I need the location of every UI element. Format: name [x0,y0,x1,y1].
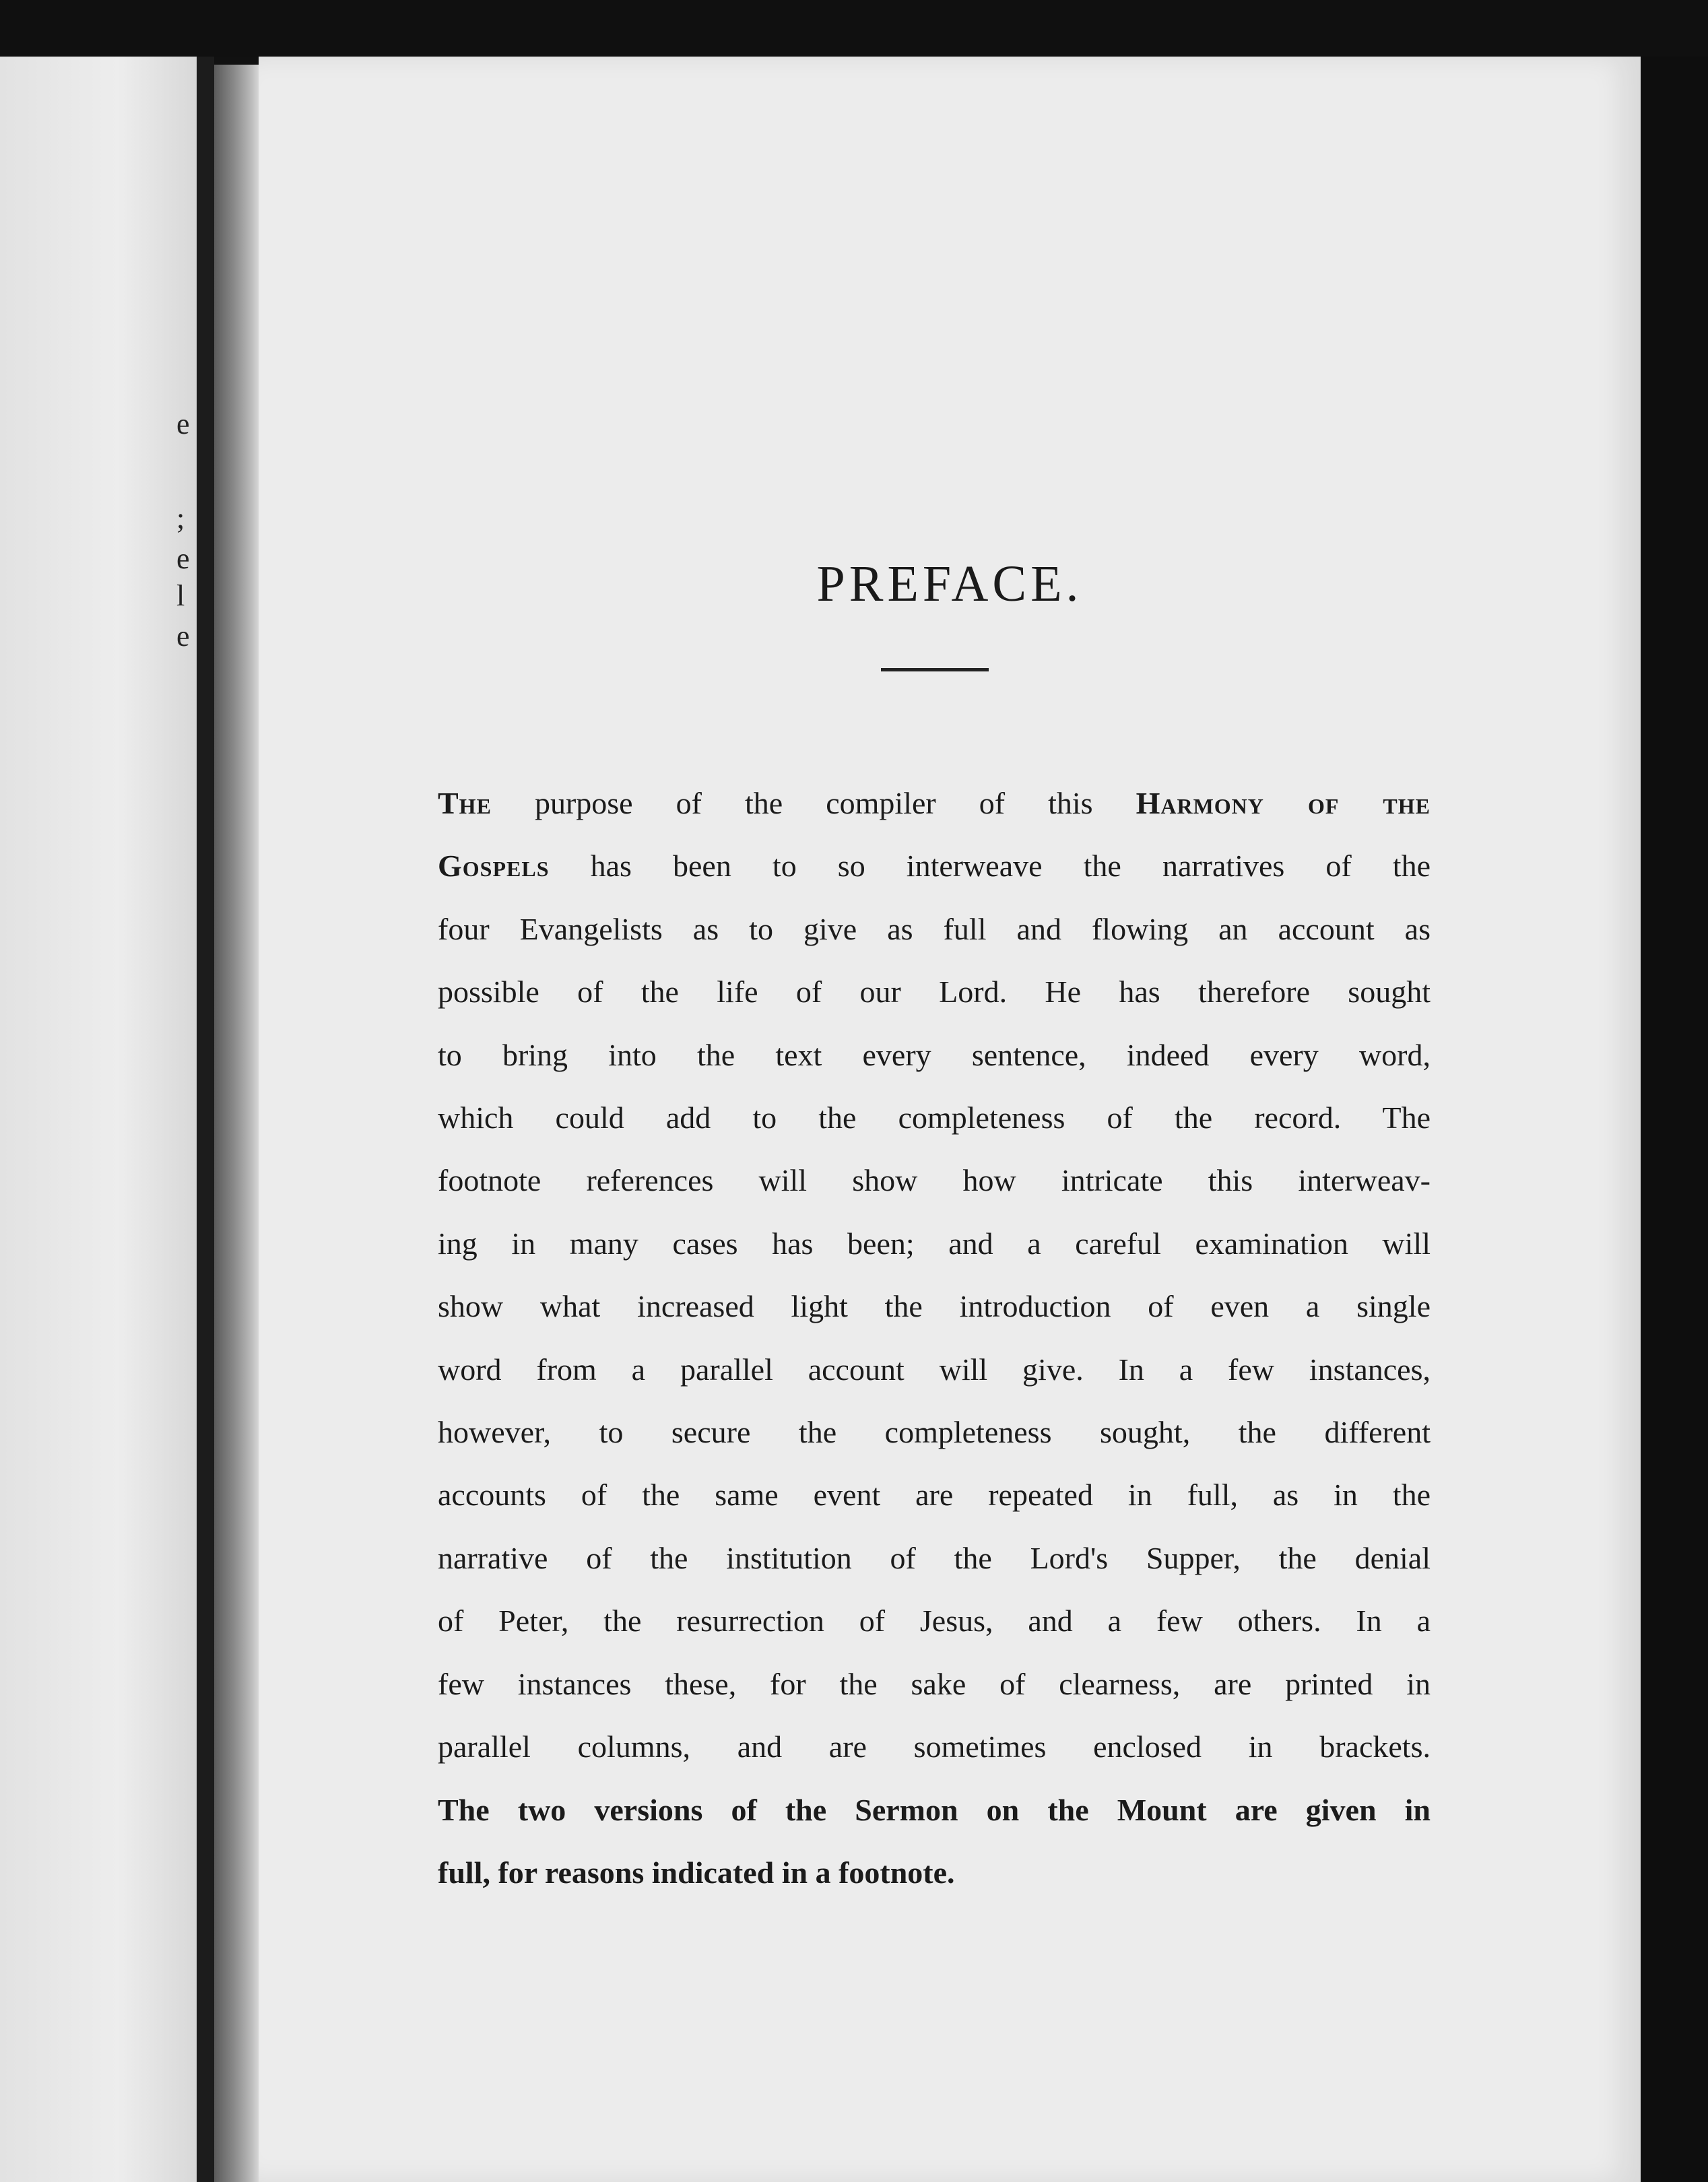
preface-page [259,57,1641,2182]
line-text: purpose of the compiler of this [491,786,1136,820]
text-line: which could add to the completeness of the record. The [438,1100,1431,1135]
text-line: of Peter, the resurrection of Jesus, and a few others. In a [438,1604,1431,1639]
small-caps-title: Harmony of the [1136,786,1431,820]
text-line: narrative of the institution of the Lord's Supper, the denial [438,1540,1431,1575]
facing-page-fragment: ; [176,502,185,535]
text-line: however, to secure the completeness sought, the different [438,1415,1431,1450]
facing-page-fragment: e [176,407,190,440]
preface-body [438,772,1431,1904]
gutter-shadow [214,65,259,2182]
scan-right-border [1641,57,1708,2182]
text-line: to bring into the text every sentence, indeed every word, [438,1037,1431,1072]
text-line [438,772,1431,834]
small-caps-lead: The [438,786,492,820]
text-line: few instances these, for the sake of clearness, are printed in [438,1666,1431,1701]
text-line: possible of the life of our Lord. He has therefore sought [438,974,1431,1010]
book-gutter [197,57,214,2182]
page-title: PREFACE. [816,556,1083,612]
facing-page-fragment: l [176,579,185,612]
text-line: word from a parallel account will give. In a few instances, [438,1352,1431,1387]
small-caps-lead: Gospels [438,849,550,884]
facing-page-edge [0,57,197,2182]
text-line: ing in many cases has been; and a careful examination will [438,1226,1431,1261]
text-line [438,834,1431,897]
facing-page-fragment: e [176,620,190,653]
title-rule [881,668,989,671]
line-text: has been to so interweave the narratives of the [549,849,1431,884]
text-line: parallel columns, and are sometimes enclosed in brackets. [438,1729,1431,1764]
facing-page-fragment: e [176,542,190,575]
text-line: footnote references will show how intricate this interweav- [438,1163,1431,1198]
text-line: show what increased light the introduction of even a single [438,1289,1431,1324]
text-line: The two versions of the Sermon on the Mount are given in [438,1792,1431,1827]
text-line: four Evangelists as to give as full and flowing an account as [438,911,1431,946]
text-line: accounts of the same event are repeated in full, as in the [438,1478,1431,1513]
text-line: full, for reasons indicated in a footnote. [438,1855,955,1890]
scan-top-border [0,0,1708,57]
